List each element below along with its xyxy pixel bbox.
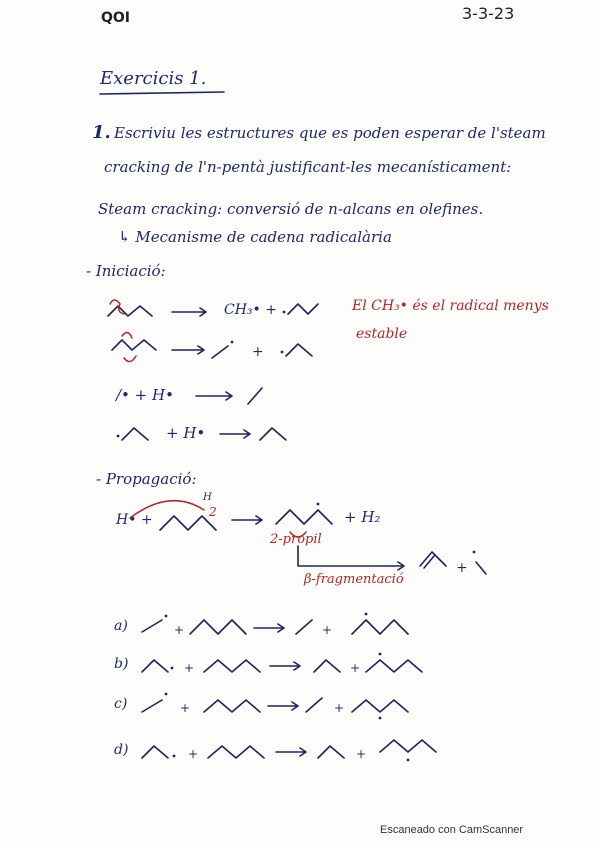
- prop-pentane: [130, 501, 216, 530]
- initiation-note-line-1: El CH₃• és el radical menys: [352, 298, 549, 314]
- init-r2-plus: +: [252, 344, 264, 360]
- h-atom-label: H: [203, 492, 212, 503]
- init-r1-butyl-radical: [283, 304, 318, 314]
- question-number: 1.: [92, 122, 111, 143]
- init-r4-propyl-radical: [117, 428, 148, 440]
- item-label-d: d): [114, 742, 129, 758]
- label-2-propil: 2-propil: [270, 532, 322, 547]
- initiation-r3-reactants: /• + H•: [116, 386, 174, 404]
- course-code: QOI: [101, 10, 131, 26]
- question-line-1: Escriviu les estructures que es poden esperar de l'steam: [114, 124, 546, 142]
- initiation-r4-plus-h: + H•: [166, 424, 206, 442]
- label-beta-fragmentacio: β-fragmentació: [304, 572, 404, 587]
- initiation-heading: - Iniciació:: [86, 262, 166, 280]
- item-b: [142, 653, 422, 675]
- item-label-b: b): [114, 656, 129, 672]
- initiation-r1-products: CH₃• +: [224, 302, 277, 318]
- init-r4-product: [260, 428, 286, 440]
- init-r2-ethyl-radical: [212, 341, 233, 358]
- svg-text:+: +: [174, 623, 185, 637]
- scanner-watermark: Escaneado con CamScanner: [380, 824, 524, 836]
- svg-text:+: +: [350, 661, 361, 675]
- svg-text:+: +: [334, 701, 345, 715]
- item-label-c: c): [114, 696, 128, 712]
- item-c: [142, 693, 408, 720]
- init-r3-arrow: [196, 392, 232, 400]
- init-r1-arrow: [172, 308, 206, 316]
- svg-text:+: +: [180, 701, 191, 715]
- init-r2-propyl-radical: [281, 344, 312, 356]
- item-label-a: a): [114, 618, 128, 634]
- propagation-heading: - Propagació:: [96, 470, 197, 488]
- date: 3-3-23: [462, 4, 515, 23]
- init-r2-pentane: [112, 332, 156, 361]
- title-underline: [100, 92, 224, 94]
- definition-line-2: ↳ Mecanisme de cadena radicalària: [118, 228, 392, 246]
- prop-arrow: [232, 516, 262, 524]
- initiation-note-line-2: estable: [356, 326, 408, 342]
- item-d: [142, 740, 436, 761]
- item-a: [142, 613, 408, 637]
- beta-arrow: [298, 546, 404, 570]
- h2-product: + H₂: [344, 508, 381, 526]
- svg-text:+: +: [456, 560, 468, 576]
- svg-text:+: +: [184, 661, 195, 675]
- init-r4-arrow: [220, 430, 250, 438]
- svg-text:+: +: [356, 747, 367, 761]
- h-radical: H• +: [116, 512, 153, 528]
- init-r1-pentane: [108, 300, 152, 316]
- section-title: Exercicis 1.: [100, 68, 207, 89]
- beta-products: [420, 551, 486, 576]
- svg-text:+: +: [188, 747, 199, 761]
- prop-red-arrow: [130, 501, 204, 518]
- prop-2-pentyl-radical: [276, 503, 332, 537]
- init-r2-arrow: [172, 346, 204, 354]
- init-r3-product: [248, 388, 262, 404]
- question-line-2: cracking de l'n-pentà justificant-les mecanísticament:: [104, 158, 512, 176]
- ref-mark: 2: [209, 505, 217, 519]
- svg-text:+: +: [322, 623, 333, 637]
- definition-line-1: Steam cracking: conversió de n-alcans en olefines.: [98, 200, 484, 218]
